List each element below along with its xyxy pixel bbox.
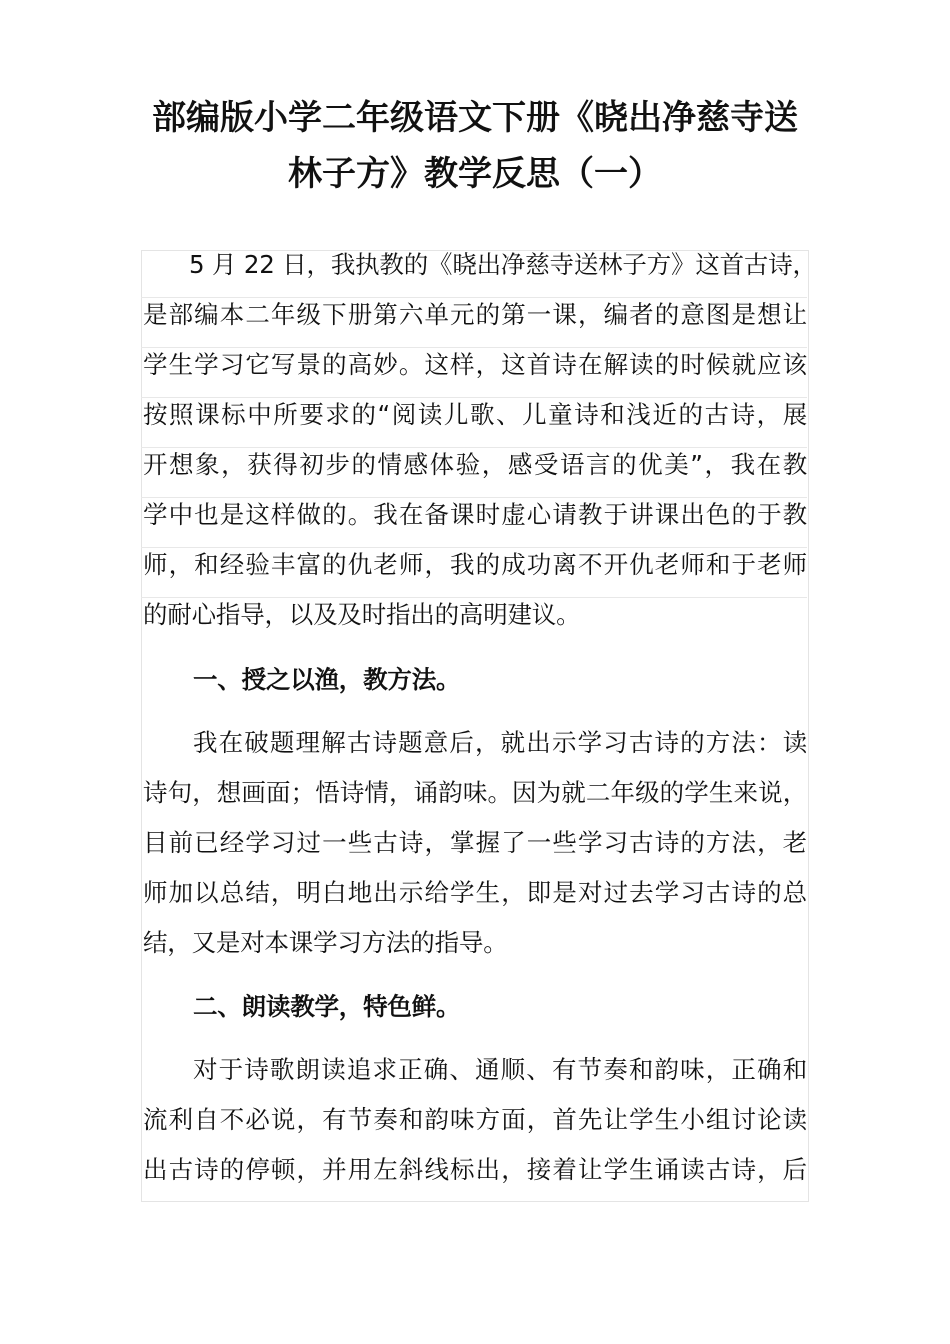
paragraph-1-line-6: 学中也是这样做的。我在备课时虚心请教于讲课出色的于教 — [143, 500, 807, 529]
paragraph-1-line-7: 师，和经验丰富的仇老师，我的成功离不开仇老师和于老师 — [143, 550, 807, 579]
paragraph-3-line-2: 流利自不必说，有节奏和韵味方面，首先让学生小组讨论读 — [143, 1105, 807, 1134]
paragraph-2-line-2: 诗句，想画面；悟诗情，诵韵味。因为就二年级的学生来说， — [143, 778, 807, 807]
title-line-1: 部编版小学二年级语文下册《晓出净慈寺送 — [152, 98, 798, 138]
paragraph-3-line-1: 对于诗歌朗读追求正确、通顺、有节奏和韵味，正确和 — [193, 1055, 807, 1084]
title-line-2: 林子方》教学反思（一） — [288, 154, 662, 194]
paragraph-1-line-4: 按照课标中所要求的“阅读儿歌、儿童诗和浅近的古诗，展 — [143, 400, 807, 429]
paragraph-2-line-3: 目前已经学习过一些古诗，掌握了一些学习古诗的方法，老 — [143, 828, 807, 857]
paragraph-2-line-4: 师加以总结，明白地出示给学生，即是对过去学习古诗的总 — [143, 878, 807, 907]
paragraph-1-line-5: 开想象，获得初步的情感体验，感受语言的优美”，我在教 — [143, 450, 807, 479]
paragraph-1-line-1: 5 月 22 日，我执教的《晓出净慈寺送林子方》这首古诗， — [189, 250, 817, 279]
paragraph-1-line-3: 学生学习它写景的高妙。这样，这首诗在解读的时候就应该 — [143, 350, 807, 379]
document-title — [120, 90, 830, 202]
section-heading-2: 二、朗读教学，特色鲜。 — [193, 992, 461, 1021]
paragraph-2-line-1: 我在破题理解古诗题意后，就出示学习古诗的方法：读 — [193, 728, 807, 757]
section-heading-1: 一、授之以渔，教方法。 — [193, 665, 461, 694]
paragraph-3-line-3: 出古诗的停顿，并用左斜线标出，接着让学生诵读古诗，后 — [143, 1155, 807, 1184]
paragraph-2-line-5: 结，又是对本课学习方法的指导。 — [143, 928, 508, 957]
paragraph-1-line-8: 的耐心指导，以及及时指出的高明建议。 — [143, 600, 581, 629]
paragraph-1-line-2: 是部编本二年级下册第六单元的第一课，编者的意图是想让 — [143, 300, 807, 329]
